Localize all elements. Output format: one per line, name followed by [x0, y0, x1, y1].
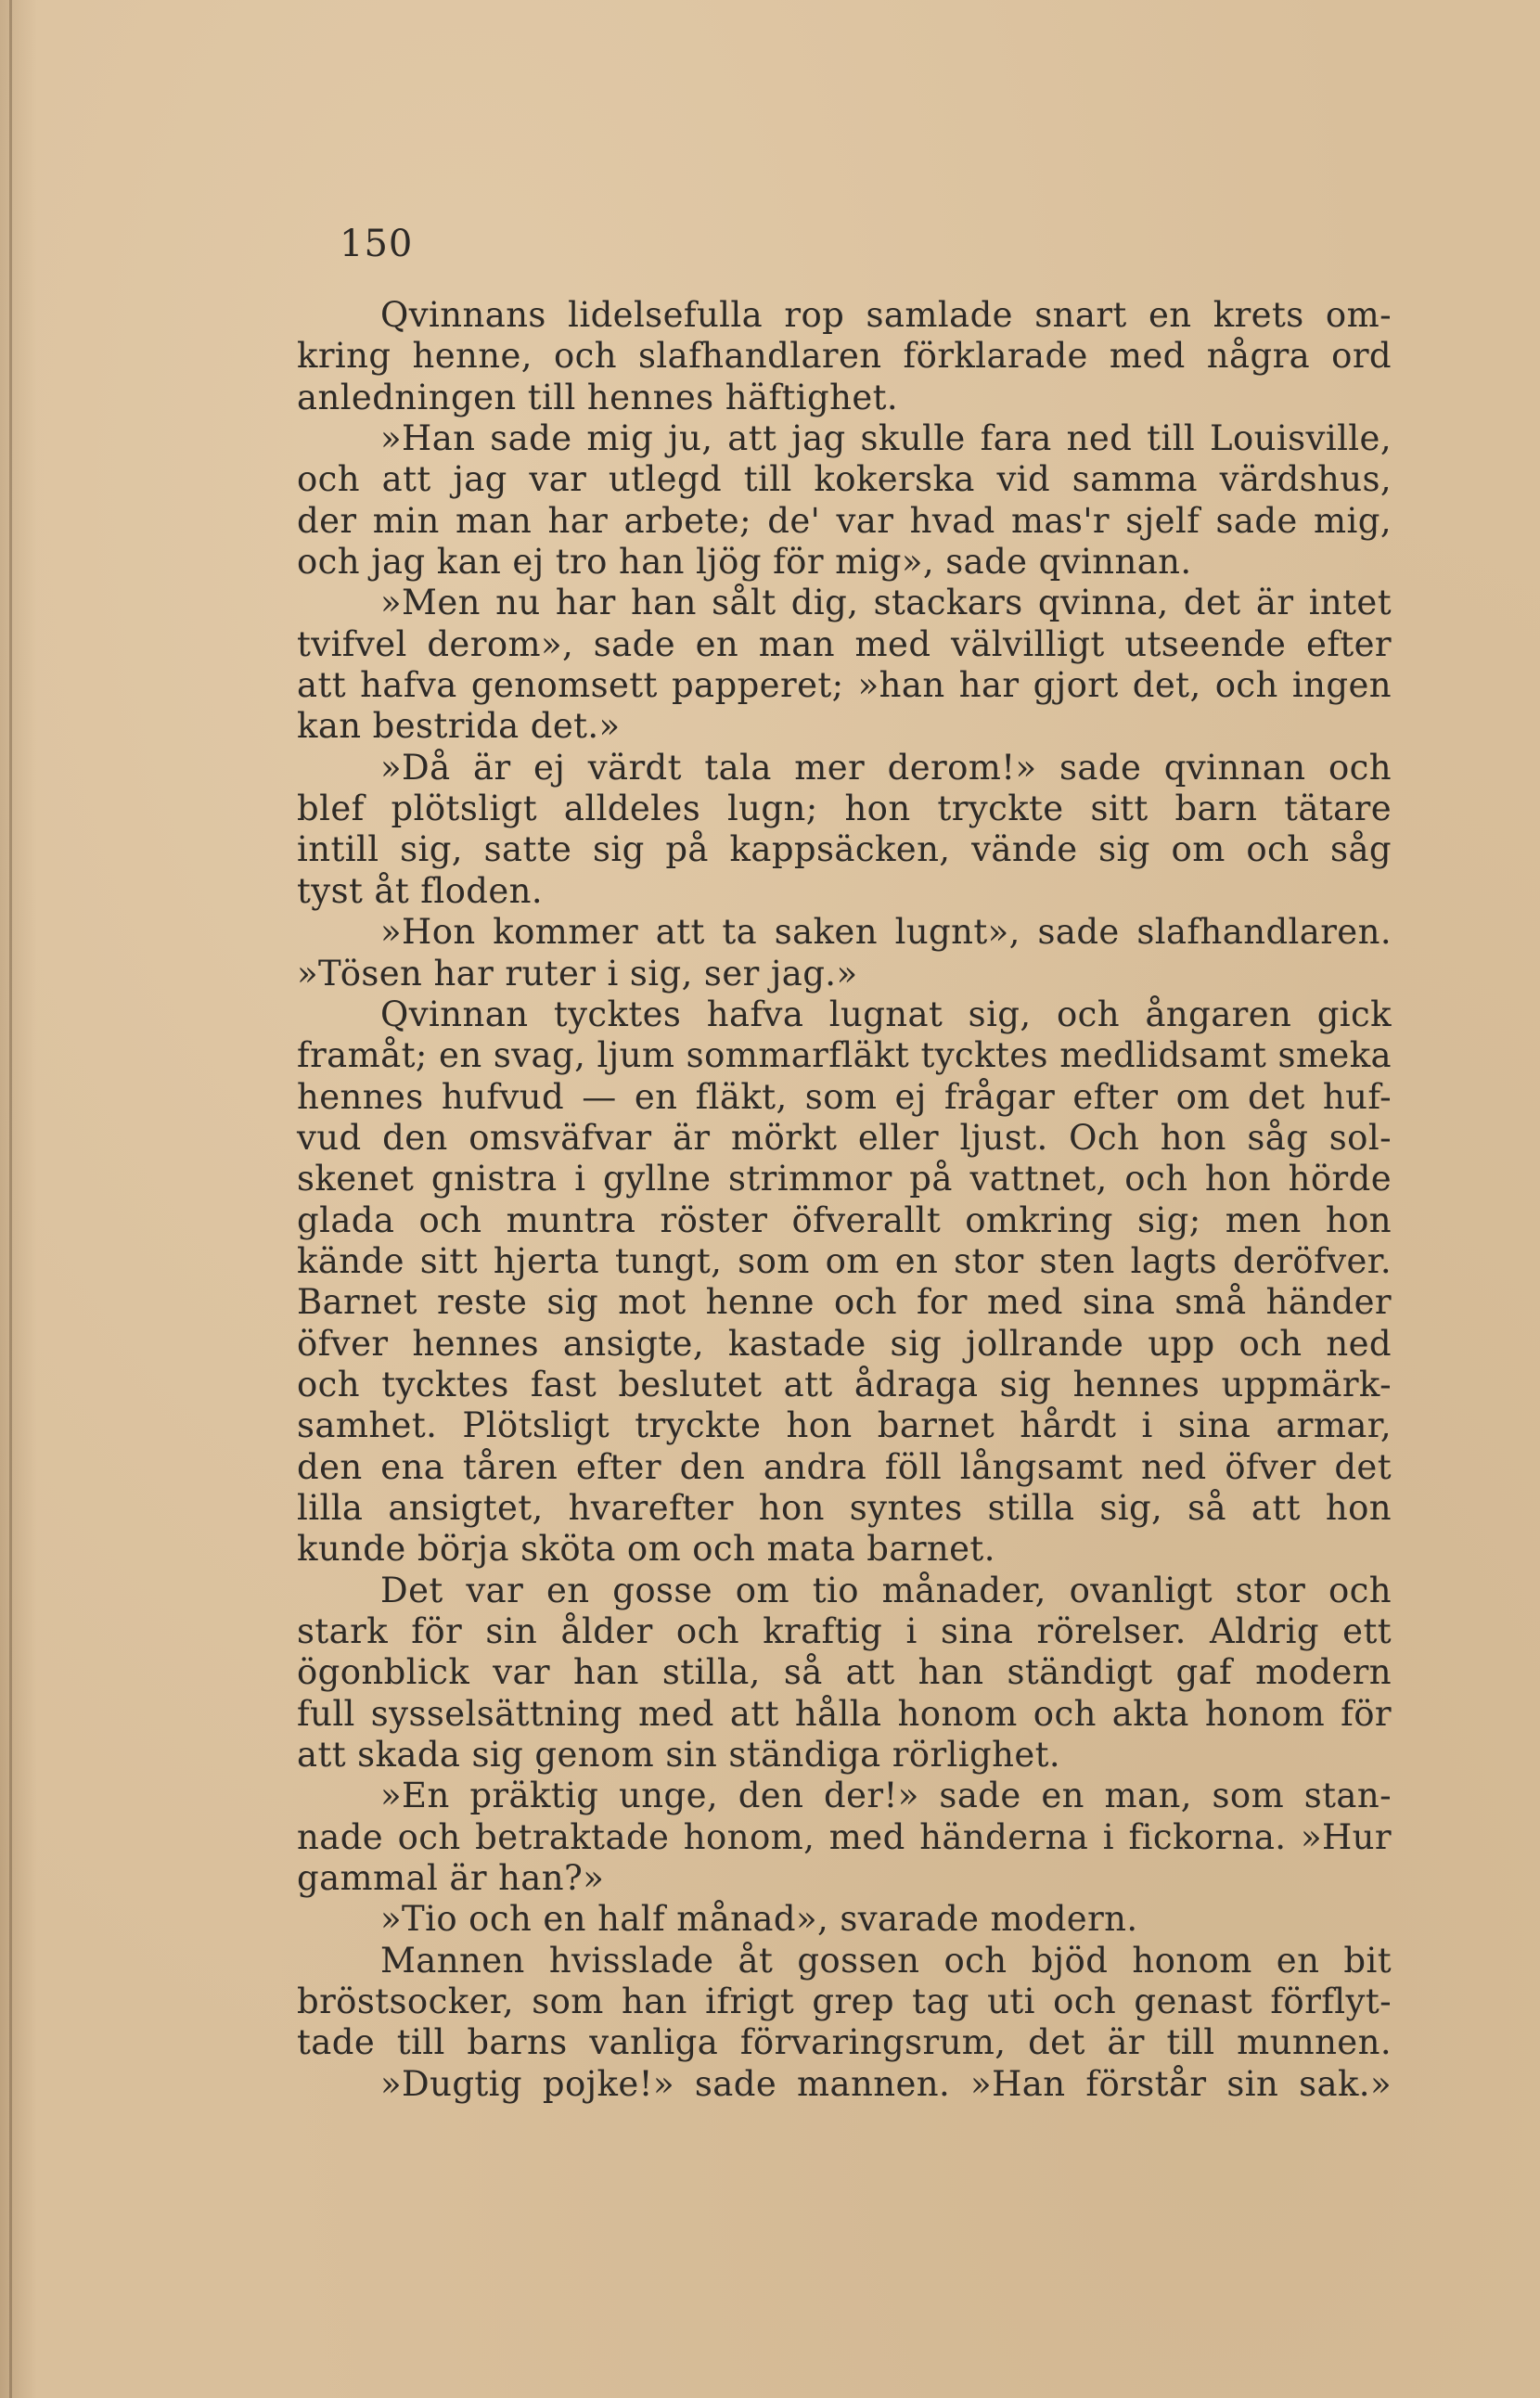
text-line: stark för sin ålder och kraftig i sina rörelser. Aldrig ett	[297, 1611, 1392, 1651]
text-line: framåt; en svag, ljum sommarfläkt tycktes medlidsamt smeka	[297, 1035, 1392, 1076]
text-line: bröstsocker, som han ifrigt grep tag uti och genast förflyt-	[297, 1981, 1392, 2022]
text-line: och jag kan ej tro han ljög för mig», sade qvinnan.	[297, 542, 1192, 583]
text-line: intill sig, satte sig på kappsäcken, vände sig om och såg	[297, 829, 1392, 870]
text-line: glada och muntra röster öfverallt omkring sig; men hon	[297, 1199, 1392, 1240]
text-line: att skada sig genom sin ständiga rörlighet.	[297, 1735, 1061, 1776]
text-line: skenet gnistra i gyllne strimmor på vattnet, och hon hörde	[297, 1159, 1392, 1199]
text-line: att hafva genomsett papperet; »han har gjort det, och ingen	[297, 665, 1392, 706]
text-line: »Då är ej värdt tala mer derom!» sade qvinnan och	[380, 747, 1392, 788]
text-line: »Tösen har ruter i sig, ser jag.»	[297, 953, 858, 994]
text-line: tvifvel derom», sade en man med välvilligt utseende efter	[297, 623, 1392, 664]
text-line: hennes hufvud — en fläkt, som ej frågar efter om det huf-	[297, 1076, 1392, 1117]
text-line: der min man har arbete; de' var hvad mas'r sjelf sade mig,	[297, 500, 1392, 541]
text-line: »Hon kommer att ta saken lugnt», sade slafhandlaren.	[380, 912, 1392, 953]
text-line: samhet. Plötsligt tryckte hon barnet hårdt i sina armar,	[297, 1405, 1392, 1446]
body-text	[297, 295, 1392, 2105]
text-line: nade och betraktade honom, med händerna i fickorna. »Hur	[297, 1816, 1392, 1857]
text-line: Qvinnan tycktes hafva lugnat sig, och ångaren gick	[380, 994, 1392, 1034]
text-line: full sysselsättning med att hålla honom och akta honom för	[297, 1693, 1392, 1734]
text-line: den ena tåren efter den andra föll långsamt ned öfver det	[297, 1446, 1392, 1487]
text-line: »Men nu har han sålt dig, stackars qvinna, det är intet	[380, 583, 1392, 623]
text-line: Qvinnans lidelsefulla rop samlade snart en krets om-	[380, 295, 1392, 335]
text-line: gammal är han?»	[297, 1858, 605, 1899]
text-line: »Han sade mig ju, att jag skulle fara ned till Louisville,	[380, 418, 1392, 459]
page-spine-edge	[9, 0, 12, 2398]
text-line: anledningen till hennes häftighet.	[297, 377, 899, 417]
text-line: kunde börja sköta om och mata barnet.	[297, 1529, 995, 1570]
text-line: blef plötsligt alldeles lugn; hon tryckte sitt barn tätare	[297, 789, 1392, 829]
text-line: och tycktes fast beslutet att ådraga sig hennes uppmärk-	[297, 1364, 1392, 1404]
text-line: Mannen hvisslade åt gossen och bjöd honom en bit	[380, 1940, 1392, 1981]
text-line: »En präktig unge, den der!» sade en man, som stan-	[380, 1776, 1392, 1816]
text-line: »Tio och en half månad», svarade modern.	[380, 1899, 1138, 1940]
text-line: Det var en gosse om tio månader, ovanligt stor och	[380, 1570, 1392, 1610]
text-line: Barnet reste sig mot henne och for med sina små händer	[297, 1282, 1392, 1323]
text-line: kände sitt hjerta tungt, som om en stor sten lagts deröfver.	[297, 1240, 1392, 1281]
text-line: kan bestrida det.»	[297, 706, 621, 747]
text-line: lilla ansigtet, hvarefter hon syntes stilla sig, så att hon	[297, 1487, 1392, 1528]
text-line: vud den omsväfvar är mörkt eller ljust. Och hon såg sol-	[297, 1117, 1392, 1158]
text-line: »Dugtig pojke!» sade mannen. »Han förstår sin sak.»	[380, 2063, 1392, 2104]
text-line: och att jag var utlegd till kokerska vid samma värdshus,	[297, 459, 1392, 500]
text-line: öfver hennes ansigte, kastade sig jollrande upp och ned	[297, 1323, 1392, 1364]
text-line: kring henne, och slafhandlaren förklarade med några ord	[297, 336, 1392, 377]
page-number: 150	[340, 223, 414, 265]
text-line: tyst åt floden.	[297, 870, 544, 911]
text-line: tade till barns vanliga förvaringsrum, det är till munnen.	[297, 2022, 1392, 2063]
text-line: ögonblick var han stilla, så att han ständigt gaf modern	[297, 1652, 1392, 1693]
